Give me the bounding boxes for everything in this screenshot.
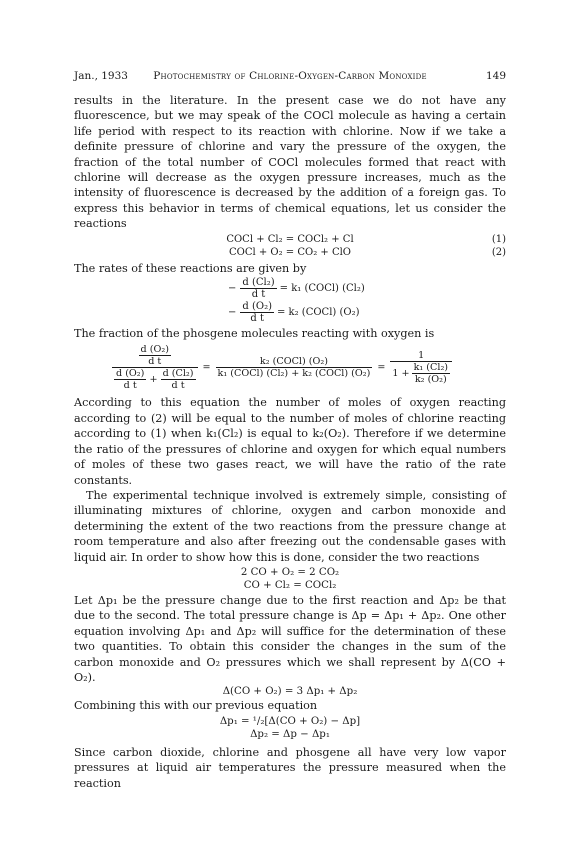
paragraph-8: Since carbon dioxide, chlorine and phosgene all have very low vapor pressures at liquid air temperatures the pressure measured when the reaction bbox=[74, 745, 506, 790]
rate-2-numerator: d (O₂) bbox=[242, 300, 272, 312]
paragraph-2: The rates of these reactions are given by bbox=[74, 261, 307, 275]
fraction-left-numerator bbox=[112, 344, 198, 368]
fraction-equation bbox=[74, 341, 506, 393]
rate-equation-2 bbox=[74, 300, 506, 324]
rate-1-fraction bbox=[240, 277, 276, 300]
rate-2-denominator: d t bbox=[250, 312, 264, 324]
right-inner-den: k₂ (O₂) bbox=[414, 373, 447, 385]
rate-2-sign: − bbox=[228, 306, 237, 318]
reaction-1-formula: COCl + Cl₂ = COCl₂ + Cl bbox=[226, 233, 354, 245]
paragraph-4: According to this equation the number of moles of oxygen reacting according to (2) will be equal to the number of moles of chlorine reacting according to (1) when k₁(Cl₂) is equal to k₂(O₂). Therefore if we determine the ratio of the pressures of chlorine and oxygen for which equal numbers of moles of these two gases react, we will have the ratio of the rate constants. bbox=[74, 396, 506, 487]
co-reactions bbox=[74, 566, 506, 592]
reaction-2-formula: COCl + O₂ = CO₂ + ClO bbox=[228, 246, 352, 258]
rate-equation-1 bbox=[74, 276, 506, 300]
rate-1-denominator: d t bbox=[251, 288, 266, 300]
paragraph-6: Let Δp₁ be the pressure change due to the first reaction and Δp₂ be that due to the second. The total pressure change is Δp = Δp₁ + Δp₂. One other equation involving Δp₁ and Δp₂ will suffice for the determination of these two quantities. To obtain this consider the changes in the sum of the carbon monoxide and O₂ pressures which we shall represent by Δ(CO + O₂). bbox=[74, 593, 506, 684]
fraction-right bbox=[390, 350, 452, 385]
paragraph-1: results in the literature. In the present case we do not have any fluorescence, but we may speak of the COCl molecule as having a certain life period with respect to its reaction with chlorine. Now if we take a definite pressure of chlorine and vary the pressure of the oxygen, the fraction of the total number of COCl molecules formed that react with chlorine will decrease as the oxygen pressure increases, much as the intensity of fluorescence is decreased by the addition of a foreign gas. To express this behavior in terms of chemical equations, let us consider the reactions bbox=[74, 94, 506, 231]
left-bottom-frac-1 bbox=[114, 368, 146, 391]
fraction-middle-denominator: k₁ (COCl) (Cl₂) + k₂ (COCl) (O₂) bbox=[217, 367, 371, 379]
rate-2-fraction bbox=[240, 301, 274, 324]
fraction-equals-1: = bbox=[202, 361, 211, 373]
fraction-left bbox=[112, 344, 198, 391]
fraction-right-numerator: 1 bbox=[390, 350, 452, 362]
paragraph-5: The experimental technique involved is extremely simple, consisting of illuminating mixtures of chlorine, oxygen and carbon monoxide and determining the extent of the two reactions from the pressure change at room temperature and also after freezing out the condensable gases with liquid air. In order to show how this is done, consider the two reactions bbox=[74, 488, 506, 564]
solution-2: Δp₂ = Δp − Δp₁ bbox=[250, 728, 330, 740]
left-plus: + bbox=[149, 373, 158, 385]
co-reaction-1: 2 CO + O₂ = 2 CO₂ bbox=[240, 566, 340, 578]
fraction-left-denominator bbox=[112, 368, 198, 391]
left-top-frac bbox=[139, 344, 171, 367]
left-bottom-frac-2 bbox=[161, 368, 196, 391]
reaction-1 bbox=[74, 233, 506, 246]
reaction-2 bbox=[74, 246, 506, 259]
reaction-1-number: (1) bbox=[491, 233, 506, 245]
left-b1-num: d (O₂) bbox=[116, 367, 145, 379]
rate-1-sign: − bbox=[228, 282, 237, 294]
fraction-right-denominator bbox=[390, 362, 452, 385]
solution-1: Δp₁ = ¹/₂[Δ(CO + O₂) − Δp] bbox=[219, 715, 361, 727]
left-top-num: d (O₂) bbox=[140, 343, 169, 355]
delta-equation: Δ(CO + O₂) = 3 Δp₁ + Δp₂ bbox=[222, 686, 358, 698]
fraction-middle-numerator: k₂ (COCl) (O₂) bbox=[216, 356, 373, 368]
fraction-equals-2: = bbox=[377, 361, 386, 373]
paragraph-3: The fraction of the phosgene molecules reacting with oxygen is bbox=[74, 327, 435, 341]
running-header bbox=[74, 70, 506, 86]
rate-1-rhs: = k₁ (COCl) (Cl₂) bbox=[279, 282, 365, 294]
fraction-right-prefix: 1 + bbox=[392, 367, 410, 379]
left-b2-den: d t bbox=[171, 379, 185, 391]
right-inner-num: k₁ (Cl₂) bbox=[413, 361, 449, 373]
header-title: Photochemistry of Chlorine-Oxygen-Carbon Monoxide bbox=[153, 70, 427, 82]
left-top-den: d t bbox=[148, 355, 162, 367]
left-b1-den: d t bbox=[123, 379, 137, 391]
page-number: 149 bbox=[485, 70, 506, 82]
reaction-2-number: (2) bbox=[491, 246, 506, 258]
rate-2-rhs: = k₂ (COCl) (O₂) bbox=[276, 306, 360, 318]
page bbox=[74, 70, 506, 791]
left-b2-num: d (Cl₂) bbox=[162, 367, 194, 379]
reactions-block bbox=[74, 233, 506, 259]
header-date: Jan., 1933 bbox=[74, 70, 128, 82]
fraction-right-inner bbox=[412, 362, 450, 385]
solution-equations bbox=[74, 715, 506, 741]
co-reaction-2: CO + Cl₂ = COCl₂ bbox=[243, 579, 337, 591]
rate-1-numerator: d (Cl₂) bbox=[242, 276, 275, 288]
fraction-middle bbox=[216, 356, 373, 379]
paragraph-7: Combining this with our previous equation bbox=[74, 699, 318, 713]
